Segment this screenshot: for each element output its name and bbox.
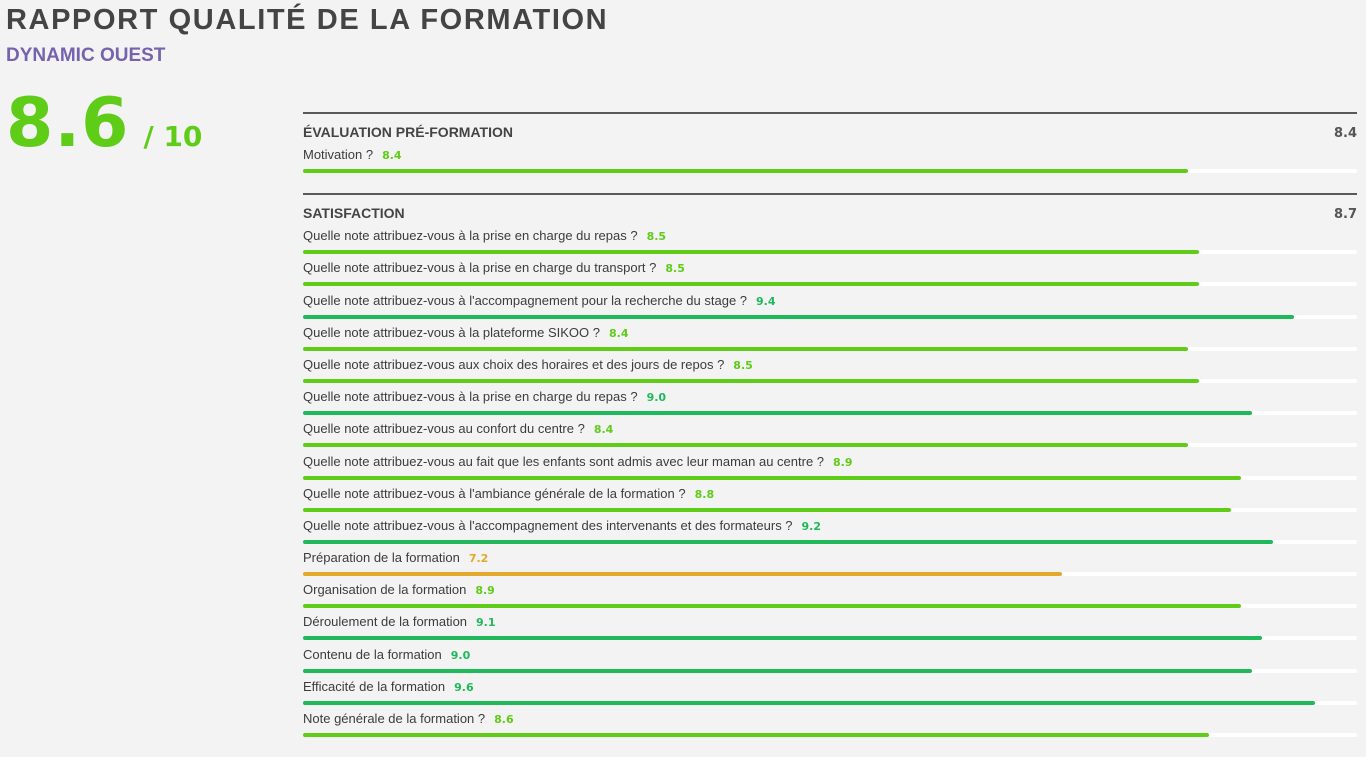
question-score: 8.8 (694, 487, 715, 501)
question-line (303, 453, 1357, 471)
score-bar-track (303, 508, 1357, 512)
question-row (303, 516, 1357, 548)
question-row (303, 612, 1357, 644)
question-label: Quelle note attribuez-vous à la prise en charge du repas ? (303, 389, 638, 405)
score-bar-track (303, 411, 1357, 415)
score-bar-fill (303, 315, 1294, 319)
evaluation-sections (303, 112, 1357, 757)
question-line (303, 678, 1357, 696)
question-score: 8.4 (382, 149, 402, 162)
question-line (303, 292, 1357, 310)
score-bar-track (303, 379, 1357, 383)
question-row (303, 291, 1357, 323)
question-label: Motivation ? (303, 147, 374, 162)
question-row (303, 484, 1357, 516)
question-score: 8.5 (646, 230, 667, 244)
question-label: Déroulement de la formation (303, 614, 468, 630)
score-bar-track (303, 572, 1357, 576)
score-bar-fill (303, 443, 1188, 447)
question-row (303, 677, 1357, 709)
section-header (303, 124, 1357, 145)
question-row (303, 226, 1357, 258)
question-line (303, 420, 1357, 438)
section-title: ÉVALUATION PRÉ-FORMATION (303, 124, 513, 140)
question-label: Quelle note attribuez-vous à la plateforme SIKOO ? (303, 324, 600, 340)
score-bar-track (303, 733, 1357, 737)
question-score: 9.4 (756, 294, 776, 308)
section-score: 8.4 (1333, 126, 1357, 141)
section-title: SATISFACTION (303, 205, 405, 222)
overall-score-max: / 10 (143, 120, 203, 153)
section-header (303, 205, 1357, 226)
question-row (303, 145, 1357, 177)
question-score: 9.2 (801, 519, 822, 533)
score-bar-track (303, 282, 1357, 286)
score-bar-track (303, 636, 1357, 640)
question-label: Quelle note attribuez-vous à la prise en charge du repas ? (303, 228, 638, 244)
score-bar-fill (303, 411, 1252, 415)
score-bar-track (303, 315, 1357, 319)
question-row (303, 645, 1357, 677)
score-bar-track (303, 604, 1357, 608)
score-bar-fill (303, 169, 1188, 173)
question-line (303, 613, 1357, 631)
score-bar-track (303, 169, 1357, 173)
question-score: 8.5 (665, 262, 685, 276)
question-score: 9.0 (646, 391, 667, 405)
score-bar-track (303, 701, 1357, 705)
question-line (303, 146, 1357, 164)
overall-score: 8.6 (6, 84, 130, 163)
question-label: Quelle note attribuez-vous à l'accompagnement des intervenants et des formateurs ? (303, 517, 793, 533)
report-title: RAPPORT QUALITÉ DE LA FORMATION (6, 4, 609, 36)
question-score: 8.4 (609, 326, 629, 340)
question-row (303, 709, 1357, 741)
score-bar-track (303, 540, 1357, 544)
question-label: Quelle note attribuez-vous au fait que les enfants sont admis avec leur maman au centre ? (303, 453, 825, 469)
question-line (303, 646, 1357, 664)
question-row (303, 452, 1357, 484)
score-bar-track (303, 250, 1357, 254)
question-score: 8.9 (833, 455, 853, 469)
score-bar-fill (303, 733, 1209, 737)
score-bar-fill (303, 540, 1273, 544)
overall-score-block (6, 84, 202, 163)
question-label: Quelle note attribuez-vous au confort du centre ? (303, 421, 585, 437)
score-bar-track (303, 476, 1357, 480)
question-line (303, 356, 1357, 374)
question-score: 8.4 (593, 423, 614, 437)
question-row (303, 355, 1357, 387)
question-label: Préparation de la formation (303, 550, 460, 566)
score-bar-fill (303, 379, 1199, 383)
score-bar-fill (303, 636, 1262, 640)
section (303, 112, 1357, 177)
score-bar-fill (303, 347, 1188, 351)
question-line (303, 227, 1357, 245)
score-bar-fill (303, 669, 1252, 673)
question-line (303, 324, 1357, 342)
score-bar-fill (303, 572, 1062, 576)
question-line (303, 388, 1357, 406)
question-row (303, 419, 1357, 451)
question-score: 8.5 (733, 358, 753, 372)
score-bar-track (303, 347, 1357, 351)
question-line (303, 485, 1357, 503)
question-line (303, 259, 1357, 277)
question-line (303, 581, 1357, 599)
question-label: Quelle note attribuez-vous à l'ambiance générale de la formation ? (303, 485, 686, 501)
question-row (303, 580, 1357, 612)
question-row (303, 323, 1357, 355)
question-label: Quelle note attribuez-vous à l'accompagnement pour la recherche du stage ? (303, 292, 748, 308)
score-bar-fill (303, 476, 1241, 480)
score-bar-fill (303, 508, 1231, 512)
question-row (303, 387, 1357, 419)
question-line (303, 549, 1357, 567)
question-score: 8.9 (475, 584, 495, 598)
question-score: 9.1 (476, 616, 496, 630)
score-bar-fill (303, 282, 1199, 286)
question-label: Organisation de la formation (303, 582, 467, 598)
question-label: Efficacité de la formation (303, 678, 446, 694)
question-score: 9.6 (454, 680, 474, 694)
question-line (303, 517, 1357, 535)
question-label: Note générale de la formation ? (303, 711, 486, 726)
score-bar-fill (303, 604, 1241, 608)
question-row (303, 548, 1357, 580)
question-score: 9.0 (450, 648, 471, 662)
organization-name: DYNAMIC OUEST (6, 45, 166, 66)
question-score: 7.2 (468, 552, 489, 566)
score-bar-fill (303, 250, 1199, 254)
score-bar-track (303, 443, 1357, 447)
question-row (303, 258, 1357, 290)
question-label: Contenu de la formation (303, 646, 442, 662)
question-label: Quelle note attribuez-vous aux choix des horaires et des jours de repos ? (303, 356, 725, 372)
score-bar-fill (303, 701, 1315, 705)
section-score: 8.7 (1333, 207, 1357, 223)
question-score: 8.6 (494, 713, 514, 726)
question-label: Quelle note attribuez-vous à la prise en charge du transport ? (303, 260, 657, 276)
score-bar-track (303, 669, 1357, 673)
section (303, 193, 1357, 741)
question-line (303, 710, 1357, 728)
